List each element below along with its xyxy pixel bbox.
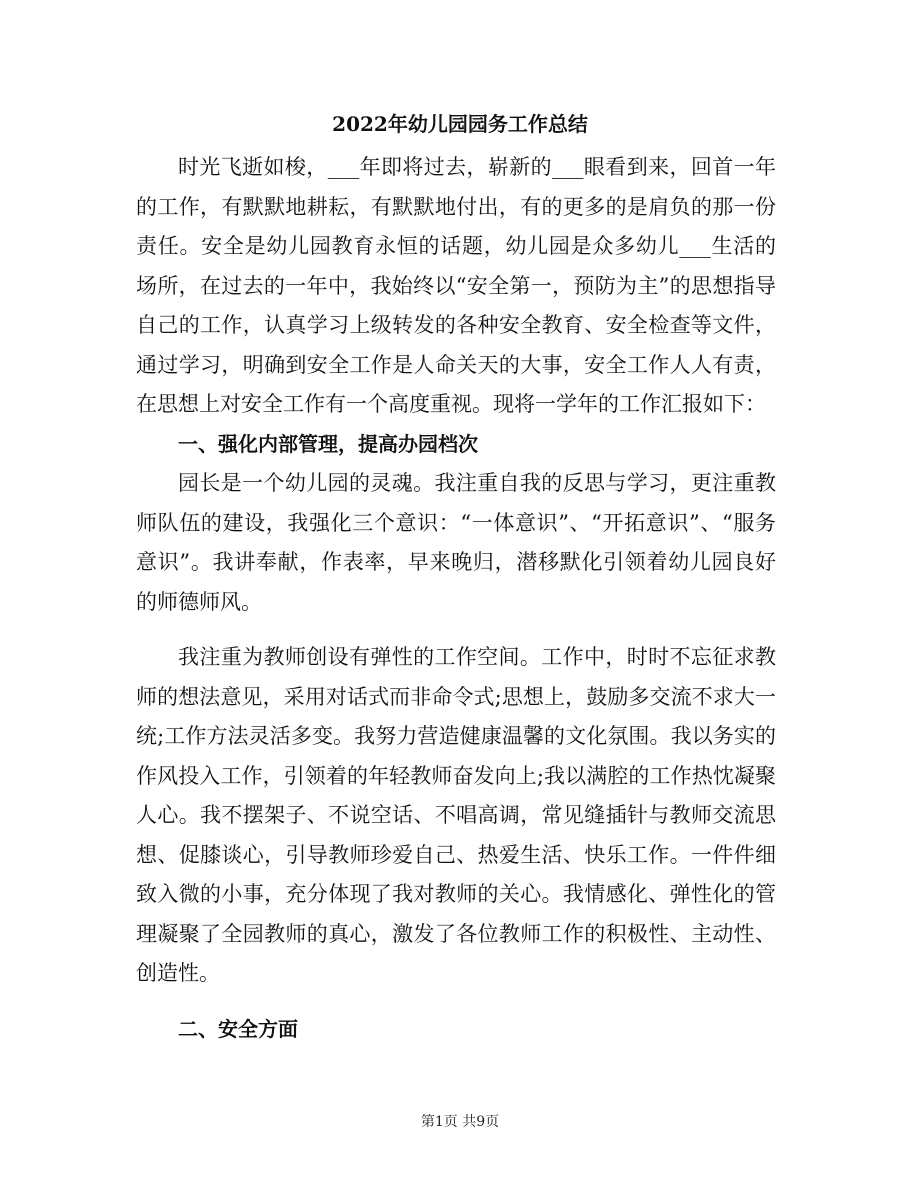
- section-heading-1: 一、强化内部管理，提高办园档次: [178, 431, 478, 456]
- page-number-footer: 第1页 共9页: [420, 1114, 500, 1130]
- intro-paragraph: 时光飞逝如梭，___年即将过去，崭新的___眼看到来，回首一年的工作，有默默地耕耘，有默默地付出，有的更多的是肩负的那一份责任。安全是幼儿园教育永恒的话题，幼儿园是众多幼儿___生活的场所，在过去的一年中，我始终以“安全第一，预防为主”的思想指导自己的工作，认真学习上级转发的各种安全教育、安全检查等文件，通过学习，明确到安全工作是人命关天的大事，安全工作人人有责，在思想上对安全工作有一个高度重视。现将一学年的工作汇报如下：: [136, 155, 776, 416]
- section-heading-2: 二、安全方面: [178, 1016, 298, 1041]
- document-title: 2022年幼儿园园务工作总结: [332, 112, 588, 136]
- document-body: [136, 148, 776, 1049]
- body-paragraph-2: 我注重为教师创设有弹性的工作空间。工作中，时时不忘征求教师的想法意见，采用对话式而非命令式;思想上，鼓励多交流不求大一统;工作方法灵活多变。我努力营造健康温馨的文化氛围。我以务实的作风投入工作，引领着的年轻教师奋发向上;我以满腔的工作热忱凝聚人心。我不摆架子、不说空话、不唱高调，常见缝插针与教师交流思想、促膝谈心，引导教师珍爱自己、热爱生活、快乐工作。一件件细致入微的小事，充分体现了我对教师的关心。我情感化、弹性化的管理凝聚了全园教师的真心，激发了各位教师工作的积极性、主动性、创造性。: [136, 645, 776, 985]
- paragraph-spacer: [136, 994, 776, 1010]
- body-paragraph-1: 园长是一个幼儿园的灵魂。我注重自我的反思与学习，更注重教师队伍的建设，我强化三个意识：“一体意识”、“开拓意识”、“服务意识”。我讲奉献，作表率，早来晚归，潜移默化引领着幼儿园良好的师德师风。: [136, 471, 776, 614]
- paragraph-spacer: [136, 622, 776, 638]
